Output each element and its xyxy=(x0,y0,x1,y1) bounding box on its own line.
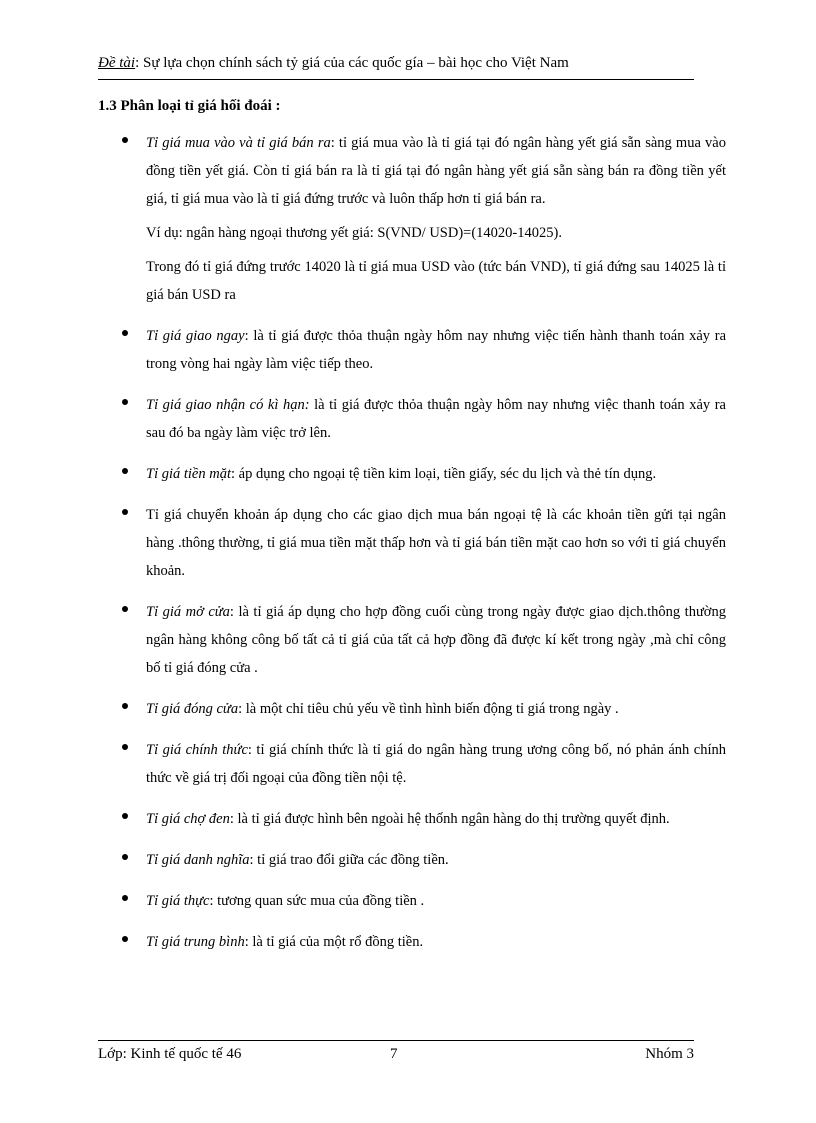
bullet-icon xyxy=(122,330,128,336)
list-item xyxy=(118,598,726,682)
list-item xyxy=(118,391,726,447)
bullet-icon xyxy=(122,854,128,860)
list-item xyxy=(118,322,726,378)
list-item-text xyxy=(146,501,726,585)
list-item xyxy=(118,887,726,915)
list-item-text xyxy=(146,736,726,792)
list-item-term: Tỉ giá mở cửa xyxy=(146,604,230,620)
list-item xyxy=(118,129,726,309)
list-item xyxy=(118,460,726,488)
list-item-text xyxy=(146,322,726,378)
page-number: 7 xyxy=(390,1046,398,1062)
footer-divider xyxy=(98,1040,694,1041)
section-heading: 1.3 Phân loại tỉ giá hối đoái : xyxy=(98,98,281,114)
list-item-body: : tỉ giá mua vào là tỉ giá tại đó ngân hàng yết giá sẵn sàng mua vào đồng tiền yết giá. Còn tỉ giá bán ra là tỉ giá tại đó ngân hàng yết giá sẵn sàng bán ra đồng tiền yết giá, tỉ giá mua vào là tỉ giá đứng trước và luôn thấp hơn tỉ giá bán ra. xyxy=(146,135,726,207)
list-item-body: : là tỉ giá áp dụng cho hợp đồng cuối cùng trong ngày được giao dịch.thông thường ngân hàng không công bố tất cả tỉ giá của tất cả hợp đồng đã được kí kết trong ngày ,mà chỉ công bố tỉ giá đóng cửa . xyxy=(146,604,726,676)
list-item-text xyxy=(146,695,726,723)
list-item-term: Tỉ giá trung bình xyxy=(146,934,245,950)
list-item-body: Tỉ giá chuyển khoản áp dụng cho các giao dịch mua bán ngoại tệ là các khoản tiền gửi tại ngân hàng .thông thường, tỉ giá mua tiền mặt thấp hơn và tỉ giá bán tiền mặt cao hơn so với tỉ giá chuyển khoản. xyxy=(146,507,726,579)
list-item xyxy=(118,805,726,833)
footer-class: Lớp: Kinh tế quốc tế 46 xyxy=(98,1046,242,1062)
list-item-body: : là một chỉ tiêu chủ yếu về tình hình biến động tỉ giá trong ngày . xyxy=(238,701,619,717)
list-item-term: Tỉ giá tiền mặt xyxy=(146,466,231,482)
list-item-body: : là tỉ giá của một rổ đồng tiền. xyxy=(244,934,424,950)
list-item-text xyxy=(146,129,726,213)
bullet-icon xyxy=(122,137,128,143)
list-item-term: Tỉ giá thực xyxy=(146,893,210,909)
bullet-icon xyxy=(122,936,128,942)
example-explanation: Trong đó tỉ giá đứng trước 14020 là tỉ giá mua USD vào (tức bán VND), tỉ giá đứng sau 14025 là tỉ giá bán USD ra xyxy=(146,259,726,303)
list-item-body: : tỉ giá trao đổi giữa các đồng tiền. xyxy=(249,852,449,868)
list-item-body: là tỉ giá được thỏa thuận ngày hôm nay nhưng việc thanh toán xảy ra sau đó ba ngày làm việc trở lên. xyxy=(146,397,726,441)
bullet-icon xyxy=(122,703,128,709)
list-item xyxy=(118,736,726,792)
list-item-term: Tỉ giá chính thức xyxy=(146,742,248,758)
list-item-body: : tỉ giá chính thức là tỉ giá do ngân hàng trung ương công bố, nó phản ánh chính thức về giá trị đối ngoại của đồng tiền nội tệ. xyxy=(146,742,726,786)
list-item-text xyxy=(146,598,726,682)
rate-type-list xyxy=(118,129,726,956)
bullet-icon xyxy=(122,813,128,819)
footer-group: Nhóm 3 xyxy=(645,1046,694,1062)
list-item-text xyxy=(146,460,726,488)
list-item-term: Tỉ giá danh nghĩa xyxy=(146,852,250,868)
list-item-text xyxy=(146,805,726,833)
list-item-text xyxy=(146,887,726,915)
bullet-icon xyxy=(122,606,128,612)
list-item-text xyxy=(146,391,726,447)
list-item-body: : áp dụng cho ngoại tệ tiền kim loại, tiền giấy, séc du lịch và thẻ tín dụng. xyxy=(231,466,657,482)
header-label: Đề tài xyxy=(98,55,136,71)
page-header xyxy=(98,53,694,73)
list-item-body: : tương quan sức mua của đồng tiền . xyxy=(209,893,425,909)
header-title: : Sự lựa chọn chính sách tỷ giá của các quốc gía – bài học cho Việt Nam xyxy=(135,55,569,71)
bullet-icon xyxy=(122,744,128,750)
list-item xyxy=(118,695,726,723)
bullet-icon xyxy=(122,895,128,901)
list-item-body: : là tỉ giá được thỏa thuận ngày hôm nay nhưng việc tiến hành thanh toán xảy ra trong vòng hai ngày làm việc tiếp theo. xyxy=(146,328,726,372)
list-item-term: Tỉ giá mua vào và tỉ giá bán ra xyxy=(146,135,331,151)
list-item-term: Tỉ giá giao nhận có kì hạn: xyxy=(146,397,310,413)
list-item-body: : là tỉ giá được hình bên ngoài hệ thốnh ngân hàng do thị trường quyết định. xyxy=(229,811,670,827)
list-item-text xyxy=(146,846,726,874)
list-item xyxy=(118,846,726,874)
list-item-text xyxy=(146,928,726,956)
list-item-term: Tỉ giá giao ngay xyxy=(146,328,245,344)
list-item-term: Tỉ giá chợ đen xyxy=(146,811,230,827)
example-text: Ví dụ: ngân hàng ngoại thương yết giá: S(VND/ USD)=(14020-14025). xyxy=(146,225,562,241)
list-item xyxy=(118,501,726,585)
list-item xyxy=(118,928,726,956)
list-item-term: Tỉ giá đóng cửa xyxy=(146,701,239,717)
bullet-icon xyxy=(122,509,128,515)
bullet-icon xyxy=(122,399,128,405)
header-divider xyxy=(98,79,694,80)
bullet-icon xyxy=(122,468,128,474)
